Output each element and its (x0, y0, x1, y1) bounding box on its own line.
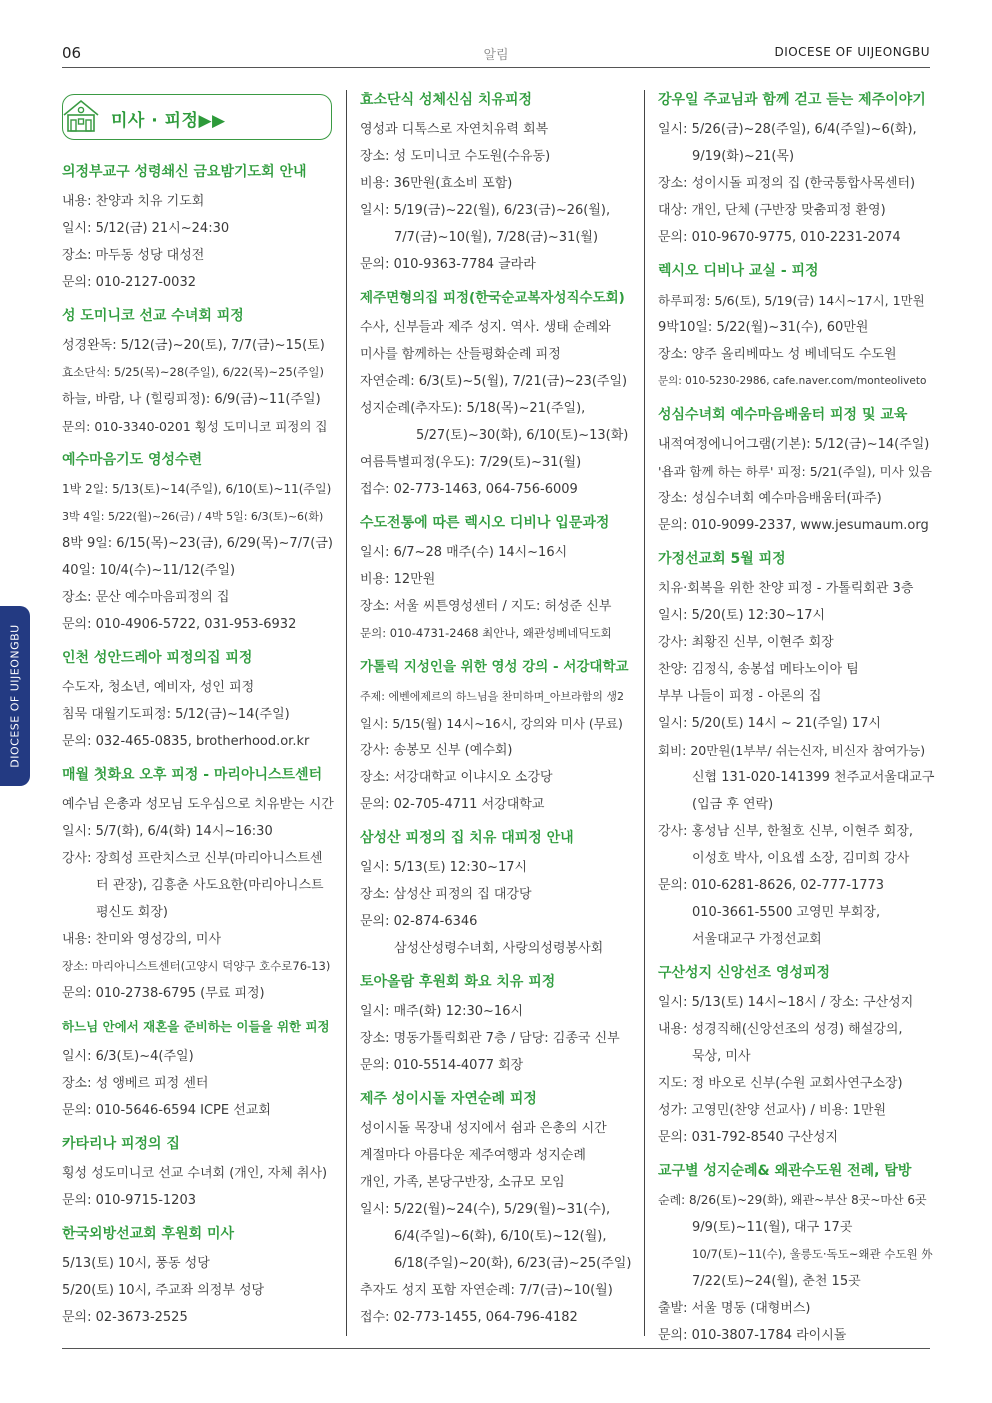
event-section (658, 549, 934, 953)
event-detail-line: 장소: 성심수녀회 예수마음배움터(파주) (658, 491, 882, 506)
event-detail-line: 일시: 6/7~28 매주(수) 14시~16시 (360, 545, 568, 560)
event-title: 인천 성안드레아 피정의집 피정 (62, 650, 253, 666)
event-detail-line: 9/19(화)~21(목) (692, 149, 795, 164)
category-title: 미사 · 피정▶▶ (111, 111, 226, 131)
event-detail-line: '욥과 함께 하는 하루' 피정: 5/21(주일), 미사 있음 (658, 464, 932, 479)
event-detail-line: 장소: 마리아니스트센터(고양시 덕양구 호수로76-13) (62, 959, 331, 973)
event-section (658, 963, 934, 1151)
event-detail-line: 문의: 010-9363-7784 글라라 (360, 257, 536, 272)
event-detail-line: 수도자, 청소년, 예비자, 성인 피정 (62, 680, 255, 695)
event-detail-line: 9/9(토)~11(월), 대구 17곳 (692, 1220, 853, 1235)
event-title: 렉시오 디비나 교실 - 피정 (658, 263, 819, 279)
event-detail-line: 문의: 010-3807-1784 라이시돌 (658, 1328, 847, 1343)
side-tab-label: DIOCESE OF UIJEONGBU (8, 624, 22, 768)
event-detail-line: 횡성 성도미니코 선교 수녀회 (개인, 자체 취사) (62, 1166, 328, 1181)
column-1-sections (62, 162, 334, 1331)
event-title: 제주 성이시돌 자연순례 피정 (360, 1091, 537, 1107)
event-detail-line: 비용: 36만원(효소비 포함) (360, 176, 513, 191)
event-title: 효소단식 성체신심 치유피정 (360, 92, 533, 108)
event-section (360, 90, 632, 278)
event-detail-line: 문의: 010-2738-6795 (무료 피정) (62, 986, 265, 1001)
event-detail-line: 문의: 010-9670-9775, 010-2231-2074 (658, 230, 901, 245)
event-detail-line: 문의: 010-4731-2468 최안나, 왜관성베네딕도회 (360, 626, 612, 640)
event-detail-line: 일시: 5/22(월)~24(수), 5/29(월)~31(수), (360, 1202, 611, 1217)
event-detail-line: 일시: 5/13(토) 14시~18시 / 장소: 구산성지 (658, 995, 914, 1010)
event-detail-line: 대상: 개인, 단체 (구반장 맞춤피정 환영) (658, 203, 886, 218)
event-title: 교구별 성지순례& 왜관수도원 전례, 탐방 (658, 1163, 912, 1179)
event-detail-line: 문의: 010-2127-0032 (62, 275, 196, 290)
event-section (658, 90, 934, 251)
event-detail-line: 출발: 서울 명동 (대형버스) (658, 1301, 811, 1316)
event-detail-line: 장소: 마두동 성당 대성전 (62, 248, 205, 263)
event-section (62, 1134, 334, 1214)
event-section (62, 648, 334, 755)
event-detail-line: 내용: 찬양과 치유 기도회 (62, 194, 205, 209)
event-detail-line: 이성호 박사, 이요셉 소장, 김미희 강사 (692, 851, 910, 866)
event-detail-line: 010-3661-5500 고영민 부회장, (692, 905, 881, 920)
column-divider-2 (644, 90, 645, 1336)
event-detail-line: 문의: 02-874-6346 (360, 914, 478, 929)
event-section (360, 288, 632, 503)
event-detail-line: 묵상, 미사 (692, 1049, 751, 1064)
event-detail-line: 여름특별피정(우도): 7/29(토)~31(월) (360, 455, 582, 470)
event-detail-line: 내용: 성경직해(신앙선조의 성경) 해설강의, (658, 1022, 903, 1037)
event-detail-line: 문의: 010-5646-6594 ICPE 선교회 (62, 1103, 271, 1118)
event-detail-line: 8박 9일: 6/15(목)~23(금), 6/29(목)~7/7(금) (62, 536, 334, 551)
event-detail-line: 문의: 010-4906-5722, 031-953-6932 (62, 617, 297, 632)
event-detail-line: 부부 나들이 피정 - 아론의 집 (658, 689, 822, 704)
event-section (658, 405, 934, 539)
event-detail-line: 일시: 5/13(토) 12:30~17시 (360, 860, 528, 875)
event-detail-line: 문의: 010-9099-2337, www.jesumaum.org (658, 518, 929, 533)
event-detail-line: 장소: 명동가톨릭회관 7층 / 담당: 김종국 신부 (360, 1031, 620, 1046)
event-detail-line: 7/7(금)~10(월), 7/28(금)~31(월) (394, 230, 599, 245)
event-detail-line: 장소: 양주 올리베따노 성 베네딕도 수도원 (658, 347, 897, 362)
event-detail-line: 평신도 회장) (96, 905, 168, 920)
event-detail-line: 일시: 5/12(금) 21시~24:30 (62, 221, 230, 236)
event-section (62, 162, 334, 296)
event-detail-line: 신협 131-020-141399 천주교서울대교구 (692, 770, 935, 785)
event-detail-line: 성지순례(추자도): 5/18(목)~21(주일), (360, 401, 586, 416)
event-detail-line: 지도: 정 바오로 신부(수원 교회사연구소장) (658, 1076, 903, 1091)
event-title: 성심수녀회 예수마음배움터 피정 및 교육 (658, 407, 908, 423)
event-detail-line: 장소: 서울 씨튼영성센터 / 지도: 허성준 신부 (360, 599, 612, 614)
column-1 (62, 90, 334, 1341)
event-title: 성 도미니코 선교 수녀회 피정 (62, 308, 244, 324)
header-rule (62, 67, 930, 68)
category-title-box (62, 94, 332, 140)
event-detail-line: 성경완독: 5/12(금)~20(토), 7/7(금)~15(토) (62, 338, 325, 353)
side-tab (0, 606, 30, 786)
event-detail-line: 문의: 010-9715-1203 (62, 1193, 196, 1208)
event-title: 예수마음기도 영성수련 (62, 452, 203, 468)
event-detail-line: 순례: 8/26(토)~29(화), 왜관~부산 8곳~마산 6곳 (658, 1193, 927, 1207)
event-detail-line: 문의: 02-3673-2525 (62, 1310, 188, 1325)
event-title: 제주면형의집 피정(한국순교복자성직수도회) (360, 290, 625, 306)
event-detail-line: 10/7(토)~11(수), 울릉도·독도~왜관 수도원 外 (692, 1247, 933, 1261)
event-detail-line: 영성과 디톡스로 자연치유력 회복 (360, 122, 549, 137)
event-title: 삼성산 피정의 집 치유 대피정 안내 (360, 830, 574, 846)
section-title: 알림 (483, 48, 509, 63)
event-detail-line: 일시: 6/3(토)~4(주일) (62, 1049, 194, 1064)
event-title: 강우일 주교님과 함께 걷고 듣는 제주이야기 (658, 92, 926, 108)
event-title: 가정선교회 5월 피정 (658, 551, 786, 567)
event-detail-line: 강사: 최황진 신부, 이현주 회장 (658, 635, 834, 650)
event-detail-line: 장소: 서강대학교 이냐시오 소강당 (360, 770, 553, 785)
diocese-name: DIOCESE OF UIJEONGBU (774, 45, 930, 59)
event-detail-line: 효소단식: 5/25(목)~28(주일), 6/22(목)~25(주일) (62, 365, 325, 379)
event-detail-line: 계절마다 아름다운 제주여행과 성지순례 (360, 1148, 586, 1163)
event-detail-line: 일시: 5/15(월) 14시~16시, 강의와 미사 (무료) (360, 716, 623, 731)
event-section (658, 261, 934, 395)
event-detail-line: 강사: 홍성남 신부, 한철호 신부, 이현주 회장, (658, 824, 914, 839)
event-title: 하느님 안에서 재혼을 준비하는 이들을 위한 피정 (62, 1019, 330, 1034)
event-detail-line: 자연순례: 6/3(토)~5(월), 7/21(금)~23(주일) (360, 374, 628, 389)
event-detail-line: (입금 후 연락) (692, 797, 774, 812)
event-detail-line: 접수: 02-773-1455, 064-796-4182 (360, 1310, 578, 1325)
column-3 (658, 90, 934, 1359)
event-detail-line: 문의: 010-5230-2986, cafe.naver.com/monteoliveto (658, 375, 927, 387)
event-detail-line: 장소: 성이시돌 피정의 집 (한국통합사목센터) (658, 176, 916, 191)
event-detail-line: 일시: 5/20(토) 14시 ~ 21(주일) 17시 (658, 716, 881, 731)
event-title: 수도전통에 따른 렉시오 디비나 입문과정 (360, 515, 610, 531)
event-detail-line: 서울대교구 가정선교회 (692, 932, 822, 947)
event-section (62, 306, 334, 440)
event-detail-line: 1박 2일: 5/13(토)~14(주일), 6/10(토)~11(주일) (62, 482, 332, 496)
event-section (360, 1089, 632, 1331)
event-section (360, 972, 632, 1079)
event-detail-line: 침묵 대월기도피정: 5/12(금)~14(주일) (62, 707, 290, 722)
event-detail-line: 문의: 010-5514-4077 회장 (360, 1058, 524, 1073)
event-detail-line: 예수님 은총과 성모님 도우심으로 치유받는 시간 (62, 797, 334, 812)
event-detail-line: 접수: 02-773-1463, 064-756-6009 (360, 482, 578, 497)
event-section (360, 657, 632, 818)
event-detail-line: 문의: 031-792-8540 구산성지 (658, 1130, 839, 1145)
event-title: 토아올람 후원회 화요 치유 피정 (360, 974, 556, 990)
event-detail-line: 문의: 02-705-4711 서강대학교 (360, 797, 545, 812)
event-detail-line: 강사: 장희성 프란치스코 신부(마리아니스트센 (62, 851, 323, 866)
event-detail-line: 일시: 5/19(금)~22(월), 6/23(금)~26(월), (360, 203, 611, 218)
event-detail-line: 미사를 함께하는 산들평화순례 피정 (360, 347, 561, 362)
event-section (658, 1161, 934, 1349)
event-detail-line: 문의: 010-3340-0201 횡성 도미니코 피정의 집 (62, 419, 328, 434)
event-detail-line: 5/20(토) 10시, 주교좌 의정부 성당 (62, 1283, 265, 1298)
event-title: 카타리나 피정의 집 (62, 1136, 180, 1152)
event-section (62, 765, 334, 1007)
event-detail-line: 5/27(토)~30(화), 6/10(토)~13(화) (416, 428, 629, 443)
event-detail-line: 장소: 성 도미니코 수도원(수유동) (360, 149, 551, 164)
event-detail-line: 치유·회복을 위한 찬양 피정 - 가톨릭회관 3층 (658, 581, 914, 596)
event-detail-line: 하루피정: 5/6(토), 5/19(금) 14시~17시, 1만원 (658, 293, 925, 308)
event-detail-line: 3박 4일: 5/22(월)~26(금) / 4박 5일: 6/3(토)~6(화) (62, 510, 324, 523)
event-detail-line: 일시: 5/20(토) 12:30~17시 (658, 608, 826, 623)
event-detail-line: 개인, 가족, 본당구반장, 소규모 모임 (360, 1175, 565, 1190)
event-detail-line: 삼성산성령수녀회, 사랑의성령봉사회 (394, 941, 604, 956)
event-title: 구산성지 신앙선조 영성피정 (658, 965, 831, 981)
house-icon (61, 95, 101, 135)
column-3-sections (658, 90, 934, 1349)
event-detail-line: 내적여정에니어그램(기본): 5/12(금)~14(주일) (658, 437, 930, 452)
event-detail-line: 9박10일: 5/22(월)~31(수), 60만원 (658, 320, 869, 335)
column-2-sections (360, 90, 632, 1331)
page-header (62, 44, 930, 66)
event-detail-line: 하늘, 바람, 나 (힐링피정): 6/9(금)~11(주일) (62, 392, 321, 407)
event-detail-line: 수사, 신부들과 제주 성지. 역사. 생태 순례와 (360, 320, 611, 335)
event-detail-line: 장소: 성 앵베르 피정 센터 (62, 1076, 209, 1091)
event-detail-line: 일시: 5/26(금)~28(주일), 6/4(주일)~6(화), (658, 122, 917, 137)
footer-rule (62, 1348, 930, 1349)
event-section (62, 450, 334, 638)
event-detail-line: 문의: 032-465-0835, brotherhood.or.kr (62, 734, 310, 749)
event-detail-line: 6/4(주일)~6(화), 6/10(토)~12(월), (394, 1229, 607, 1244)
column-2 (360, 90, 632, 1341)
event-title: 가톨릭 지성인을 위한 영성 강의 - 서강대학교 (360, 659, 629, 675)
event-section (360, 828, 632, 962)
column-divider-1 (346, 90, 347, 1336)
event-title: 매월 첫화요 오후 피정 - 마리아니스트센터 (62, 767, 323, 783)
event-detail-line: 일시: 5/7(화), 6/4(화) 14시~16:30 (62, 824, 273, 839)
event-detail-line: 40일: 10/4(수)~11/12(주일) (62, 563, 236, 578)
event-detail-line: 6/18(주일)~20(화), 6/23(금)~25(주일) (394, 1256, 632, 1271)
event-title: 한국외방선교회 후원회 미사 (62, 1226, 235, 1242)
event-section (62, 1017, 334, 1124)
event-detail-line: 내용: 찬미와 영성강의, 미사 (62, 932, 222, 947)
event-detail-line: 일시: 매주(화) 12:30~16시 (360, 1004, 524, 1019)
event-detail-line: 추자도 성지 포함 자연순례: 7/7(금)~10(월) (360, 1283, 613, 1298)
event-detail-line: 성가: 고영민(찬양 선교사) / 비용: 1만원 (658, 1103, 887, 1118)
event-detail-line: 주제: 에벤에제르의 하느님을 찬미하며_아브라함의 생2 (360, 690, 624, 703)
event-detail-line: 비용: 12만원 (360, 572, 436, 587)
event-section (360, 513, 632, 647)
event-section (62, 1224, 334, 1331)
event-detail-line: 성이시돌 목장내 성지에서 쉼과 은총의 시간 (360, 1121, 607, 1136)
event-detail-line: 장소: 삼성산 피정의 집 대강당 (360, 887, 532, 902)
event-detail-line: 터 관장), 김흥춘 사도요한(마리아니스트 (96, 878, 324, 893)
event-detail-line: 회비: 20만원(1부부/ 쉬는신자, 비신자 참여가능) (658, 743, 926, 758)
event-title: 의정부교구 성령쇄신 금요밤기도회 안내 (62, 164, 307, 180)
event-detail-line: 강사: 송봉모 신부 (예수회) (360, 743, 513, 758)
event-detail-line: 7/22(토)~24(월), 춘천 15곳 (692, 1274, 861, 1289)
event-detail-line: 문의: 010-6281-8626, 02-777-1773 (658, 878, 885, 893)
event-detail-line: 장소: 문산 예수마음피정의 집 (62, 590, 230, 605)
event-detail-line: 5/13(토) 10시, 풍동 성당 (62, 1256, 210, 1271)
event-detail-line: 찬양: 김정식, 송봉섭 메타노이아 팀 (658, 662, 859, 677)
page-number: 06 (62, 44, 82, 62)
